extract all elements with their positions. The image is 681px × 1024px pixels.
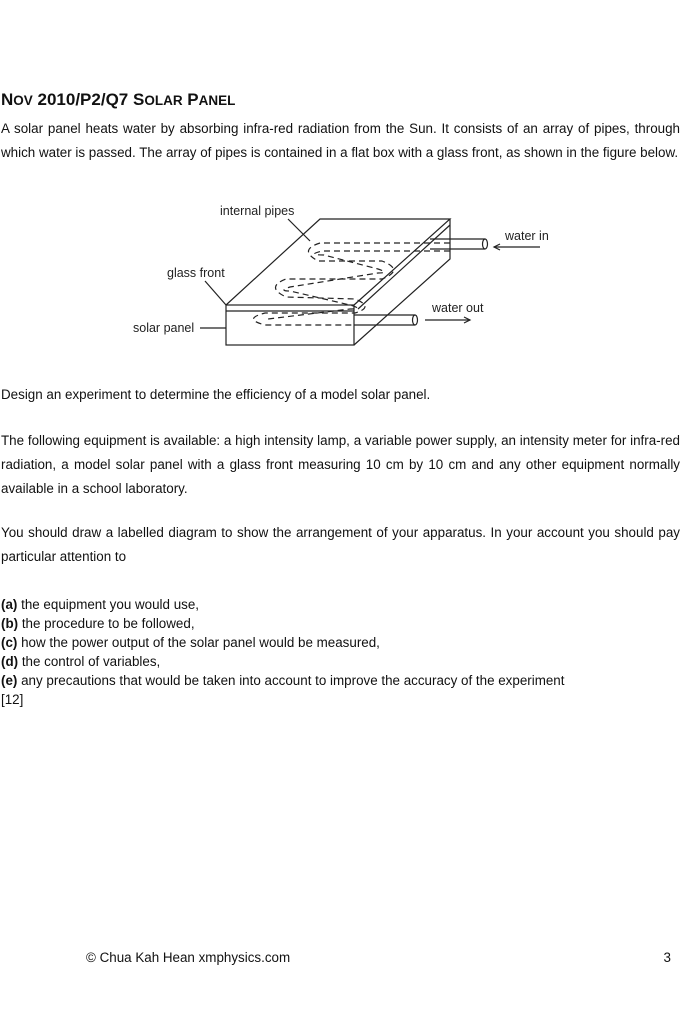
label-water-out: water out xyxy=(432,301,484,315)
footer-copyright: © Chua Kah Hean xmphysics.com xyxy=(86,950,291,965)
requirements-list xyxy=(1,595,564,709)
title-part: OV xyxy=(13,93,33,108)
item-key: (e) xyxy=(1,673,18,688)
item-key: (c) xyxy=(1,635,18,650)
list-item xyxy=(1,652,564,671)
title-part: S xyxy=(132,90,145,109)
list-item xyxy=(1,671,564,690)
title-part: 2010/P2/Q7 xyxy=(32,90,133,109)
internal-pipes xyxy=(254,243,451,325)
list-item xyxy=(1,614,564,633)
equipment-paragraph: The following equipment is available: a high intensity lamp, a variable power supply, an intensity meter for infra-red radiation, a model solar panel with a glass front measuring 10 cm by 10 cm and any other equipment normally available in a school laboratory. xyxy=(1,433,680,496)
task-paragraph: Design an experiment to determine the efficiency of a model solar panel. xyxy=(1,387,431,402)
marks: [12] xyxy=(1,692,24,707)
list-item xyxy=(1,633,564,652)
title-part: OLAR xyxy=(144,93,183,108)
label-solar-panel: solar panel xyxy=(133,321,195,335)
item-key: (a) xyxy=(1,597,18,612)
label-glass-front: glass front xyxy=(167,266,225,280)
item-text: how the power output of the solar panel would be measured, xyxy=(17,635,380,650)
item-text: the control of variables, xyxy=(18,654,161,669)
page-title xyxy=(1,90,235,110)
item-text: any precautions that would be taken into account to improve the accuracy of the experiment xyxy=(17,673,565,688)
solar-panel-figure xyxy=(120,195,560,355)
item-text: the equipment you would use, xyxy=(17,597,200,612)
item-text: the procedure to be followed, xyxy=(18,616,195,631)
title-part: P xyxy=(182,90,199,109)
label-internal-pipes: internal pipes xyxy=(220,204,295,218)
title-part: ANEL xyxy=(198,93,236,108)
page-number: 3 xyxy=(663,950,671,965)
top-face xyxy=(226,219,450,305)
title-part: N xyxy=(1,90,14,109)
label-water-in: water in xyxy=(505,229,549,243)
item-key: (d) xyxy=(1,654,19,669)
list-item xyxy=(1,595,564,614)
intro-paragraph: A solar panel heats water by absorbing infra-red radiation from the Sun. It consists of an array of pipes, through which water is passed. The array of pipes is contained in a flat box with a glass front, as shown in the figure below. xyxy=(1,121,680,160)
item-key: (b) xyxy=(1,616,19,631)
instructions-paragraph: You should draw a labelled diagram to show the arrangement of your apparatus. In your account you should pay particular attention to xyxy=(1,525,680,564)
